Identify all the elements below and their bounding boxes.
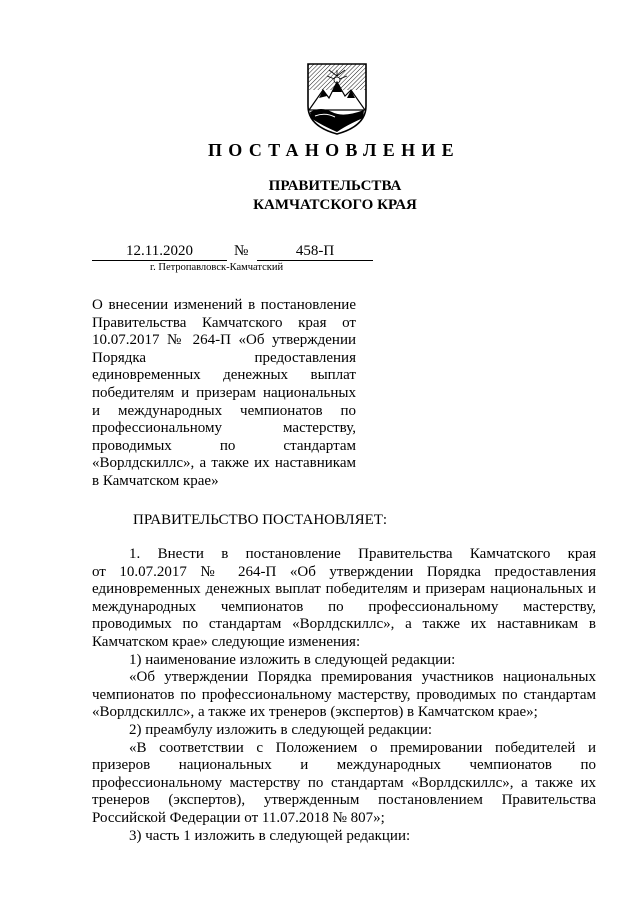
decree-phrase: ПРАВИТЕЛЬСТВО ПОСТАНОВЛЯЕТ: — [133, 512, 388, 528]
kamchatka-coat-of-arms-icon — [305, 60, 369, 136]
number-sign: № — [234, 243, 249, 259]
issuer-line-1: ПРАВИТЕЛЬСТВА — [268, 178, 402, 194]
document-body — [92, 546, 596, 845]
body-line: 2) преамбулу изложить в следующей редакции: — [129, 721, 433, 738]
body-line: чемпионатов по профессиональному мастерству, проводимых по стандартам — [92, 686, 596, 703]
body-line: 1) наименование изложить в следующей редакции: — [129, 651, 456, 668]
subject-line: «Ворлдскиллс», а также их наставникам — [92, 455, 356, 472]
body-line: профессиональному мастерству по стандартам «Ворлдскиллс», а также их — [92, 774, 596, 791]
subject-line: проводимых по стандартам — [92, 437, 356, 454]
issue-city: г. Петропавловск-Камчатский — [150, 262, 284, 273]
body-line: 1. Внести в постановление Правительства Камчатского края — [129, 546, 596, 562]
subject-line: и международных чемпионатов по — [92, 402, 356, 419]
body-line: призеров национальных и международных чемпионатов по — [92, 757, 596, 774]
body-line: единовременных денежных выплат победителям и призерам национальных и — [92, 581, 596, 598]
body-line: «В соответствии с Положением о премировании победителей и — [129, 739, 596, 756]
body-line: от 10.07.2017 № 264-П «Об утверждении Порядка предоставления — [92, 563, 596, 580]
body-line: Российской Федерации от 11.07.2018 № 807»; — [92, 809, 385, 826]
body-line: «Об утверждении Порядка премирования участников национальных — [129, 669, 596, 686]
document-number: 458-П — [257, 242, 373, 261]
subject-line: профессиональному мастерству, — [92, 420, 356, 437]
body-line: «Ворлдскиллс», а также их тренеров (экспертов) в Камчатском крае»; — [92, 704, 538, 721]
body-line: Камчатском крае» следующие изменения: — [92, 633, 361, 650]
subject-line: единовременных денежных выплат — [92, 367, 356, 384]
subject-line: Правительства Камчатского края от — [92, 314, 356, 331]
subject-line: О внесении изменений в постановление — [92, 297, 356, 313]
document-subject — [92, 297, 356, 491]
subject-line: победителям и призерам национальных — [92, 384, 356, 401]
document-title: ПОСТАНОВЛЕНИЕ — [208, 140, 460, 160]
issuer-line-2: КАМЧАТСКОГО КРАЯ — [253, 197, 417, 213]
subject-line: 10.07.2017 № 264-П «Об утверждении — [92, 332, 356, 349]
document-date: 12.11.2020 — [92, 242, 227, 261]
body-line: тренеров (экспертов), утвержденным постановлением Правительства — [92, 792, 596, 809]
subject-line: в Камчатском крае» — [92, 472, 219, 489]
body-line: 3) часть 1 изложить в следующей редакции: — [129, 827, 411, 844]
body-line: проводимых по стандартам «Ворлдскиллс», а также их наставникам в — [92, 616, 596, 633]
subject-line: Порядка предоставления — [92, 349, 356, 366]
body-line: международных чемпионатов по профессиональному мастерству, — [92, 598, 596, 615]
